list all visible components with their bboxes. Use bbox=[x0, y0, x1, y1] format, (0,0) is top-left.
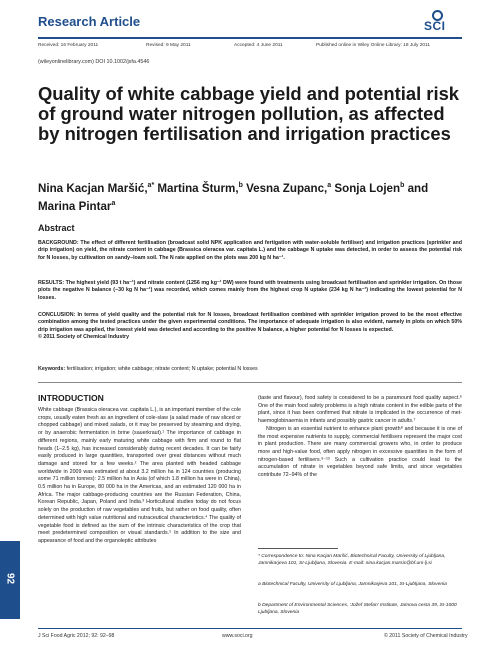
keywords bbox=[38, 366, 462, 373]
keywords-label: Keywords: bbox=[38, 366, 66, 372]
date-published: Published online in Wiley Online Library: 18 July 2011 bbox=[316, 43, 431, 48]
abstract-copyright: © 2011 Society of Chemical Industry bbox=[38, 334, 130, 341]
abstract-background: BACKGROUND: The effect of different fertilisation (broadcast solid NPK application and fertigation with water-soluble fertiliser) and irrigation practices (sprinkler and drip irrigation) on yield, the nitrate content in cabbage (Brassica oleracea var. capitata L.) and the cabbage N uptake was detected, in order to assess the potential risk for N losses, by cultivation on sandy–loam soil. The N rate applied on the plots was 200 kg N ha⁻¹. bbox=[38, 240, 462, 261]
abstract-conclusion-text: CONCLUSION: In terms of yield quality and the potential risk for N losses, broadcast fertilisation combined with sprinkler irrigation proved to be the most effective combination among the tested practices under the given experimental conditions. The importance of adequate irrigation is also evident, namely in plots on which 50% drip irrigation was applied, the lowest yield was detected and according to the positive N balance, a higher potential for N losses is expected. bbox=[38, 312, 462, 333]
doi[interactable]: (wileyonlinelibrary.com) DOI 10.1002/jsfa.4546 bbox=[38, 59, 150, 65]
intro-paragraph: White cabbage (Brassica oleracea var. capitata L.), is an important member of the cole crops, usually eaten fresh as an ingredient of cole-slaw (a salad made of raw sliced or chopped cabbage) and mixed salads, or it may be preserved by steaming and drying, or by anaerobic fermentation in brine (sauerkraut).¹ The importance of cabbage in different regions, mainly early maturing white cabbage with firm and round to flat heads (1–2.5 kg), has increased considerably during recent decades. It can be fairly easily produced in large quantities, transported over great distances without much damage and stored for a few weeks.² The area planted with headed cabbage worldwide in 2009 was estimated at about 3.2 million ha in 124 countries (producing some 71 million tonnes): 2.5 million ha in Asia (of which 1.8 million ha were in China), 0.5 million ha in Europe, 80 000 ha in the Americas, and an estimated 120 000 ha in Africa. The major cabbage-producing countries are the Russian Federation, China, Korean Republic, Japan, Poland and India.³ Horticultural studies today do not focus solely on the production of raw vegetables and fruits, but rather on food quality, often determined with high value nutritional and nutraceutical characteristics.⁴ The quality of vegetable food is defined as the sum of the intrinsic characteristics of the crop that meet predetermined composition or visual standards.⁵ In addition to the size and appearance of food and the organoleptic attributes bbox=[38, 407, 241, 544]
footnote-affiliation-b: b Department of Environmental Sciences, 'Jožef Stefan' Institute, Jamova cesta 39, SI-1000 Ljubljana, Slovenia bbox=[258, 603, 457, 615]
sci-logo bbox=[422, 10, 462, 32]
header-divider bbox=[38, 37, 462, 39]
intro-paragraph: (taste and flavour), food safety is considered to be a paramount food quality aspect.⁶ One of the main food safety problems is a high nitrate content in the edible parts of the plant, since it has been confirmed that nitrate is implicated in the occurrence of met-haemoglobinaemia in infants and possibly gastric cancer in adults.⁷ bbox=[258, 395, 462, 425]
date-accepted: Accepted: 4 June 2011 bbox=[234, 43, 283, 48]
body-column-right bbox=[258, 395, 462, 480]
logo-text: SCI bbox=[424, 19, 446, 33]
footer-divider bbox=[38, 628, 462, 629]
footer-site[interactable]: www.soci.org bbox=[222, 633, 253, 639]
footer-journal: J Sci Food Agric 2012; 92: 92–98 bbox=[38, 633, 115, 639]
date-received: Received: 16 February 2011 bbox=[38, 43, 99, 48]
page-number: 92 bbox=[4, 572, 16, 585]
footnote-affiliation-a: a Biotechnical Faculty, University of Ljubljana, Jamnikarjeva 101, SI-Ljubljana, Slovenia bbox=[258, 582, 447, 587]
date-revised: Revised: 9 May 2011 bbox=[146, 43, 191, 48]
author-list: Nina Kacjan Maršić,$^{a*}$ Martina Šturm,$^b$ Vesna Zupanc,$^a$ Sonja Lojen$^b$ and Marina Pintar$^a$ bbox=[38, 181, 429, 213]
abstract-heading: Abstract bbox=[38, 223, 75, 233]
abstract-results: RESULTS: The highest yield (93 t ha⁻¹) and nitrate content (1256 mg kg⁻¹ DW) were found with treatments using broadcast fertilisation and sprinkler irrigation. On those plots the negative N balance (−30 kg N ha⁻¹) was recorded, which comes mainly from the highest crop N uptake (234 kg N ha⁻¹) indicating the lowest potential for N losses. bbox=[38, 280, 462, 301]
article-title: Quality of white cabbage yield and potential risk of ground water nitrogen pollution, as affected by nitrogen fertilisation and irrigation practices bbox=[38, 83, 460, 144]
footnote-correspondence: * Correspondence to: Nina Kacjan Maršić, Biotechnical Faculty, University of Ljubljana, Jamnikarjeva 101, SI-Ljubljana, Slovenia. E-mail: nina.kacjan.marsic@bf.uni-lj.si bbox=[258, 554, 446, 566]
body-column-left bbox=[38, 407, 241, 546]
introduction-heading: INTRODUCTION bbox=[38, 393, 104, 403]
section-title: Research Article bbox=[38, 14, 141, 29]
footnote-divider bbox=[258, 548, 338, 549]
intro-paragraph: Nitrogen is an essential nutrient to enhance plant growth⁸ and because it is one of the most expensive nutrients to supply, commercial fertilisers represent the major cost in plant production. There are many commercial growers who, in order to produce more and high-value food, often apply nitrogen in excessive quantities in the form of nitrogen-based fertilisers.⁹⁻¹³ Such a cultivation practice could lead to the accumulation of nitrate in vegetables beyond safe limits, and since vegetables contribute 72–94% of the bbox=[258, 425, 462, 479]
keywords-text: fertilisation; irrigation; white cabbage; nitrate content; N uptake; potential N losses bbox=[66, 366, 258, 372]
footer-copyright: © 2011 Society of Chemical Industry bbox=[384, 633, 468, 639]
keywords-divider bbox=[38, 382, 462, 383]
abstract-conclusion bbox=[38, 312, 462, 342]
